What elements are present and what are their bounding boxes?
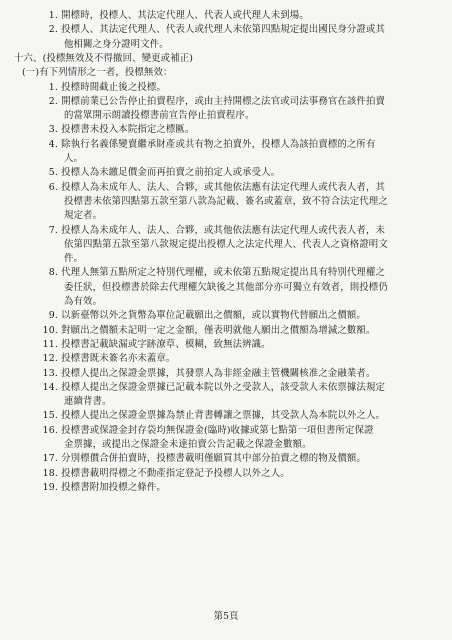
list-item-line xyxy=(42,481,166,495)
item-number: 15. xyxy=(42,410,58,422)
list-item-line xyxy=(42,424,374,438)
item-number: 4. xyxy=(48,138,58,150)
item-number: 3. xyxy=(48,124,58,136)
list-item-line xyxy=(42,309,366,323)
subsection-heading: (一)有下列情形之一者，投標無效： xyxy=(22,67,173,79)
item-text: 金票據，或提出之保證金未達拍賣公告記載之保證金數額。 xyxy=(64,439,312,450)
item-number: 10. xyxy=(42,324,58,336)
list-item-line xyxy=(42,81,166,95)
item-number: 5. xyxy=(48,167,58,179)
list-item-line xyxy=(46,23,385,37)
item-number: 8. xyxy=(48,267,58,279)
item-number: 7. xyxy=(48,224,58,236)
item-text: 投標人提出之保證金票據，其發票人為非經金融主管機關核准之金融業者。 xyxy=(61,367,376,379)
item-number: 13. xyxy=(42,367,58,379)
list-item-line xyxy=(42,266,385,280)
list-item-line xyxy=(42,452,366,466)
item-text: 投標人、其法定代理人、代表人或代理人未依第四點規定提出國民身分證或其 xyxy=(61,24,385,36)
list-item-line xyxy=(42,138,375,152)
list-item-line xyxy=(42,224,385,238)
list-item-line xyxy=(64,109,255,123)
list-item-line xyxy=(42,352,175,366)
item-text: 人。 xyxy=(64,153,84,164)
list-item-line xyxy=(42,467,290,481)
list-item-line xyxy=(64,238,388,252)
item-text: 投標書附加投標之條件。 xyxy=(61,481,166,493)
list-item-line xyxy=(42,324,375,338)
item-text: 連續背書。 xyxy=(64,396,112,408)
item-number: 12. xyxy=(42,353,58,365)
item-number: 17. xyxy=(42,453,58,465)
item-number: 19. xyxy=(42,481,58,493)
item-text: 件。 xyxy=(64,253,84,265)
list-item-line xyxy=(42,181,385,195)
item-text: 投標書記載缺漏或字跡潦草、模糊，致無法辨識。 xyxy=(61,338,271,350)
item-text: 投標書未投入本院指定之標匭。 xyxy=(61,124,195,136)
list-item-line xyxy=(42,95,385,109)
list-item-line xyxy=(64,395,112,409)
item-text: 投標人為未成年人、法人、合夥，或其他依法應有法定代理人或代表人者，其 xyxy=(61,181,385,193)
item-text: 投標書或保證金封存袋均無保證金(臨時)收據或第七點第一項但書所定保證 xyxy=(61,424,374,436)
item-number: 1. xyxy=(48,10,58,21)
item-number: 16. xyxy=(42,424,58,436)
list-item-line xyxy=(46,9,309,23)
item-text: 開標前業已公告停止拍賣程序，或由主持開標之法官或司法事務官在該件拍賣 xyxy=(61,95,385,107)
list-item-line xyxy=(42,166,280,180)
item-text: 投標人提出之保證金票據已記載本院以外之受款人，該受款人未依票據法規定 xyxy=(61,381,385,393)
item-number: 18. xyxy=(42,467,58,479)
section-heading: 十六、(投標無效及不得撤回、變更或補正) xyxy=(14,52,194,64)
item-number: 2. xyxy=(48,95,58,107)
item-number: 9. xyxy=(48,310,58,322)
item-text: 投標書既未簽名亦未蓋章。 xyxy=(61,353,176,365)
list-item-line xyxy=(64,38,169,52)
list-item-line xyxy=(64,295,102,309)
list-item-line xyxy=(64,281,388,295)
item-text: 投標人為未成年人、法人、合夥，或其他依法應有法定代理人或代表人者，未 xyxy=(61,224,385,236)
page-number: 第5頁 xyxy=(213,611,239,622)
item-text: 分別標價合併拍賣時，投標書載明僅願買其中部分拍賣之標的物及價額。 xyxy=(61,453,366,465)
list-item-line xyxy=(64,252,83,266)
item-text: 規定者。 xyxy=(64,210,103,222)
item-text: 投標人為未繳足價金而再拍賣之前拍定人或承受人。 xyxy=(61,167,281,179)
item-text: 依第四點第五款至第八款規定提出投標人之法定代理人、代表人之資格證明文 xyxy=(64,238,388,250)
item-text: 開標時，投標人、其法定代理人、代表人或代理人未到場。 xyxy=(61,10,309,21)
item-text: 投標書載明得標之不動產指定登記予投標人以外之人。 xyxy=(61,467,290,479)
item-text: 委任狀，但投標書於除去代理權欠缺後之其他部分亦可獨立有效者，則投標仍 xyxy=(64,281,388,293)
item-number: 6. xyxy=(48,181,58,193)
list-item-line xyxy=(42,409,385,423)
list-item-line xyxy=(42,381,385,395)
list-item-line xyxy=(64,195,388,209)
item-text: 投標書未依第四點第五款至第八款為記載、簽名或蓋章，致不符合法定代理之 xyxy=(64,195,388,207)
item-text: 以新臺幣以外之貨幣為單位記載願出之價額，或以實物代替願出之價額。 xyxy=(61,310,366,322)
item-number: 11. xyxy=(42,338,58,350)
item-text: 為有效。 xyxy=(64,296,103,307)
list-item-line xyxy=(42,123,195,137)
item-number: 1. xyxy=(48,81,58,93)
item-text: 除執行名義係變賣繼承財產或共有物之拍賣外，投標人為該拍賣標的之所有 xyxy=(61,138,376,150)
item-text: 他相關之身分證明文件。 xyxy=(64,38,169,50)
item-text: 代理人無第五點所定之特別代理權，或未依第五點規定提出具有特別代理權之 xyxy=(61,267,385,279)
list-item-line xyxy=(64,152,83,166)
list-item-line xyxy=(42,338,271,352)
item-text: 的當眾開示朗讀投標書前宣告停止拍賣程序。 xyxy=(64,110,255,122)
item-text: 對願出之價額未記明一定之金額，僅表明就他人願出之價額為增減之數額。 xyxy=(61,324,376,336)
list-item-line xyxy=(64,209,102,223)
list-item-line xyxy=(64,438,312,452)
item-number: 14. xyxy=(42,381,58,393)
list-item-line xyxy=(42,367,375,381)
item-number: 2. xyxy=(48,24,58,36)
item-text: 投標人提出之保證金票據為禁止背書轉讓之票據，其受款人為本院以外之人。 xyxy=(61,410,385,422)
item-text: 投標時間截止後之投標。 xyxy=(61,81,166,93)
